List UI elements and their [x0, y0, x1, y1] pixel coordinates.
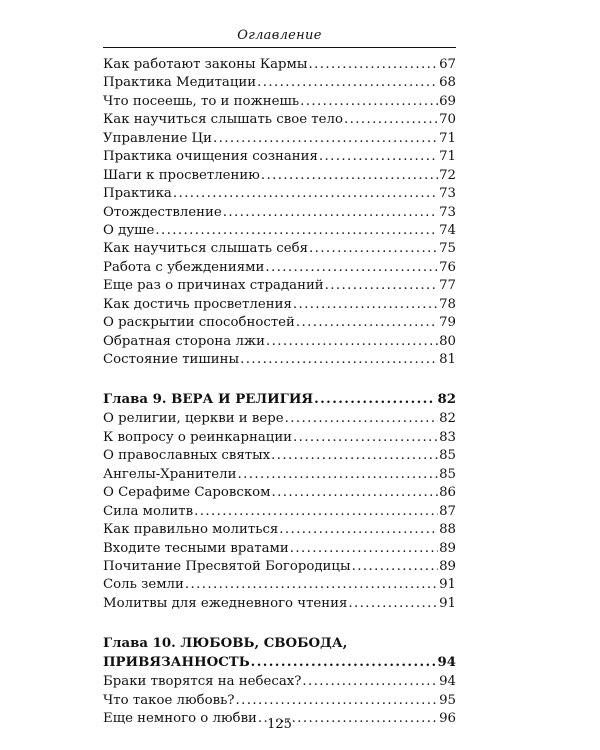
dot-leader [261, 167, 438, 185]
toc-entry-page: 71 [439, 130, 456, 146]
toc-entry-title: Соль земли [103, 577, 184, 593]
toc-entry [103, 333, 456, 351]
toc-entry-page: 81 [439, 352, 456, 367]
toc-entry-page: 78 [439, 296, 456, 312]
toc-entry [103, 503, 456, 521]
toc-entry-page: 83 [439, 429, 456, 445]
toc-entry [103, 692, 456, 710]
toc-entry-page: 69 [439, 93, 456, 109]
toc-entry-title: К вопросу о реинкарнации [103, 429, 293, 445]
toc-entry-page: 91 [439, 577, 456, 593]
dot-leader [296, 314, 438, 332]
toc-entry-page: 71 [439, 149, 456, 165]
section-gap [103, 613, 456, 634]
toc-entry-title: Молитвы для ежедневного чтения [103, 595, 348, 611]
toc-entry-title: О душе [103, 222, 155, 238]
dot-leader [279, 521, 438, 539]
dot-leader [290, 540, 438, 558]
chapter-heading [103, 653, 456, 673]
toc-entry-page: 95 [439, 692, 456, 708]
toc-entry-page: 85 [439, 448, 456, 464]
toc-entry-title: Как правильно молиться [103, 522, 279, 538]
toc-entry-title: Браки творятся на небесах? [103, 674, 302, 690]
toc-entry [103, 673, 456, 691]
toc-entry-title: Практика очищения сознания [103, 149, 318, 165]
toc-entry-page: 68 [439, 75, 456, 91]
dot-leader [271, 447, 438, 465]
toc-entry-page: 91 [439, 595, 456, 611]
toc-entry [103, 259, 456, 277]
toc-entry [103, 540, 456, 558]
toc-entry-page: 70 [439, 112, 456, 128]
toc-entry-title: Состояние тишины [103, 352, 240, 367]
toc-entry [103, 93, 456, 111]
running-header: Оглавление [237, 28, 322, 43]
toc-entry-title: Ангелы-Хранители [103, 466, 237, 482]
dot-leader [285, 410, 438, 428]
toc-entry-page: 72 [439, 167, 456, 183]
toc-entry-page: 73 [439, 204, 456, 220]
dot-leader [173, 185, 438, 203]
toc-entry-title: Обратная сторона лжи [103, 333, 265, 349]
dot-leader [302, 673, 438, 691]
toc-entry-title: Работа с убеждениями [103, 259, 265, 275]
table-of-contents [103, 56, 456, 729]
dot-leader [240, 351, 438, 369]
dot-leader [155, 222, 438, 240]
toc-entry-page: 73 [439, 186, 456, 202]
toc-entry [103, 148, 456, 166]
chapter-title-line1: Глава 10. ЛЮБОВЬ, СВОБОДА, [103, 636, 348, 652]
toc-entry-title: О раскрытии способностей [103, 315, 295, 331]
dot-leader [352, 558, 439, 576]
header-rule [103, 47, 456, 48]
toc-entry-page: 80 [439, 333, 456, 349]
toc-entry [103, 576, 456, 594]
toc-entry [103, 130, 456, 148]
chapter-page: 82 [437, 392, 456, 408]
chapter-page: 94 [437, 655, 456, 671]
toc-entry-title: Как научиться слышать свое тело [103, 112, 343, 128]
dot-leader [272, 484, 439, 502]
dot-leader [223, 204, 438, 222]
toc-entry [103, 429, 456, 447]
toc-entry [103, 74, 456, 92]
dot-leader [237, 466, 438, 484]
toc-entry [103, 521, 456, 539]
toc-entry-title: Отождествление [103, 204, 222, 220]
toc-entry-title: О Серафиме Саровском [103, 485, 271, 501]
toc-entry [103, 56, 456, 74]
toc-entry [103, 410, 456, 428]
toc-entry [103, 558, 456, 576]
toc-entry-title: Еще раз о причинах страданий [103, 278, 324, 294]
toc-entry [103, 484, 456, 502]
toc-entry-page: 87 [439, 503, 456, 519]
toc-entry-title: Шаги к просветлению [103, 167, 260, 183]
chapter-title-line2: ПРИВЯЗАННОСТЬ [103, 655, 250, 671]
toc-entry-title: Входите тесными вратами [103, 540, 289, 556]
toc-entry [103, 222, 456, 240]
toc-entry-page: 88 [439, 522, 456, 538]
toc-entry-title: Как достичь просветления [103, 296, 292, 312]
toc-entry [103, 595, 456, 613]
toc-entry-title: О религии, церкви и вере [103, 411, 284, 427]
toc-entry-title: Практика Медитации [103, 75, 257, 91]
toc-entry-title: Как научиться слышать себя [103, 241, 308, 257]
dot-leader [293, 296, 438, 314]
toc-entry-page: 89 [439, 540, 456, 556]
chapter-title: Глава 9. ВЕРА И РЕЛИГИЯ [103, 392, 314, 408]
dot-leader [251, 653, 437, 673]
toc-entry-title: Сила молитв [103, 503, 194, 519]
toc-entry-page: 76 [439, 259, 456, 275]
chapter-10 [103, 634, 456, 728]
chapter-heading [103, 390, 456, 410]
dot-leader [319, 148, 438, 166]
toc-entry [103, 351, 456, 369]
toc-entry-page: 75 [439, 241, 456, 257]
toc-entry-title: Как работают законы Кармы [103, 57, 308, 72]
dot-leader [194, 503, 438, 521]
toc-entry-title: Что посеешь, то и пожнешь [103, 93, 300, 109]
dot-leader [265, 259, 438, 277]
toc-entry [103, 167, 456, 185]
toc-entry-title: Почитание Пресвятой Богородицы [103, 558, 351, 574]
toc-entry [103, 240, 456, 258]
chapter-9 [103, 390, 456, 613]
toc-entry [103, 314, 456, 332]
toc-entry-page: 79 [439, 315, 456, 331]
toc-entry [103, 296, 456, 314]
toc-entry-title: Еще немного о любви [103, 711, 257, 727]
dot-leader [309, 240, 438, 258]
dot-leader [185, 576, 438, 594]
dot-leader [308, 56, 438, 74]
toc-entry-page: 74 [439, 222, 456, 238]
toc-entry-page: 82 [439, 411, 456, 427]
toc-entry-page: 94 [439, 674, 456, 690]
section-gap [103, 369, 456, 390]
dot-leader [293, 429, 438, 447]
toc-entry [103, 466, 456, 484]
dot-leader [266, 333, 438, 351]
dot-leader [235, 692, 438, 710]
dot-leader [257, 74, 438, 92]
toc-entry-page: 89 [439, 558, 456, 574]
toc-entry [103, 111, 456, 129]
toc-entry-page: 67 [439, 57, 456, 72]
toc-entry-page: 85 [439, 466, 456, 482]
toc-entry-title: Управление Ци [103, 130, 212, 146]
dot-leader [325, 277, 438, 295]
toc-entry [103, 277, 456, 295]
dot-leader [300, 93, 438, 111]
toc-entry [103, 447, 456, 465]
toc-entry [103, 185, 456, 203]
dot-leader [344, 111, 438, 129]
toc-entry-page: 86 [439, 485, 456, 501]
toc-entry-title: О православных святых [103, 448, 271, 464]
dot-leader [348, 595, 438, 613]
toc-entry-title: Практика [103, 186, 172, 202]
dot-leader [213, 130, 438, 148]
toc-entry [103, 204, 456, 222]
toc-entry-page: 77 [439, 278, 456, 294]
toc-entry-page: 96 [439, 711, 456, 727]
dot-leader [314, 390, 436, 410]
page-number: 125 [267, 717, 292, 732]
toc-entry-title: Что такое любовь? [103, 692, 235, 708]
section-continued [103, 56, 456, 369]
